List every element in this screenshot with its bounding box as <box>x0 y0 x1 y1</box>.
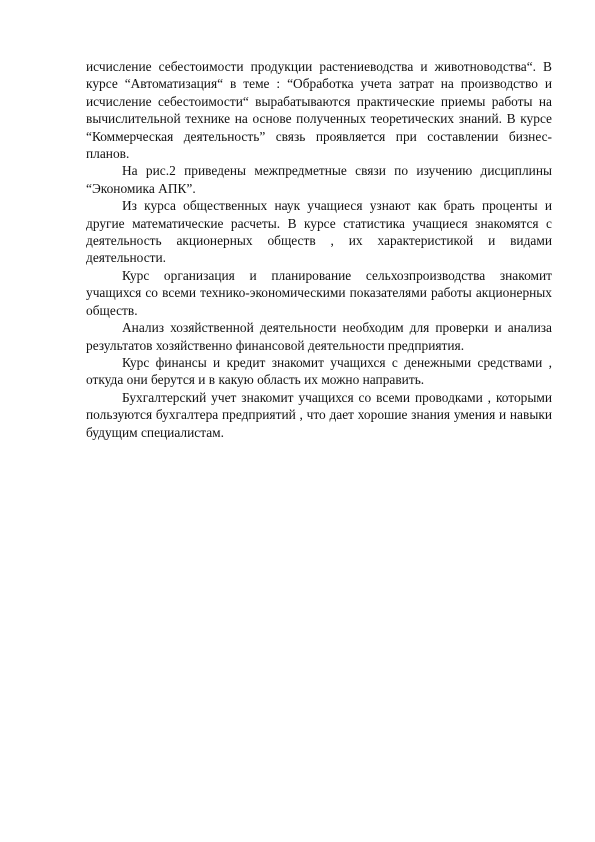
paragraph-finance-credit: Курс финансы и кредит знакомит учащихся с денежными средствами , откуда они берутся и в какую область их можно направить. <box>86 354 552 388</box>
paragraph-social-sciences: Из курса общественных наук учащиеся узнают как брать проценты и другие математические расчеты. В курсе статистика учащиеся знакомятся с деятельность акционерных обществ , их характеристикой и видами деятельности. <box>86 198 552 266</box>
paragraph-continuation: исчисление себестоимости продукции растениеводства и животноводства“. В курсе “Автоматизация“ в теме : “Обработка учета затрат на производство и исчисление себестоимости“ вырабатываются практические приемы работы на вычислительной технике на основе полученных теоретических знаний. В курсе “Коммерческая деятельность” связь проявляется при составлении бизнес-планов. <box>86 59 552 162</box>
paragraph-figure-reference: На рис.2 приведены межпредметные связи по изучению дисциплины “Экономика АПК”. <box>86 163 552 196</box>
paragraph-economic-analysis: Анализ хозяйственной деятельности необходим для проверки и анализа результатов хозяйственно финансовой деятельности предприятия. <box>86 320 552 353</box>
document-page <box>86 58 552 441</box>
paragraph-accounting: Бухгалтерский учет знакомит учащихся со всеми проводками , которыми пользуются бухгалтера предприятий , что дает хорошие знания умения и навыки будущим специалистам. <box>86 389 552 440</box>
paragraph-organization-planning: Курс организация и планирование сельхозпроизводства знакомит учащихся со всеми технико-экономическими показателями работы акционерных обществ. <box>86 267 552 318</box>
